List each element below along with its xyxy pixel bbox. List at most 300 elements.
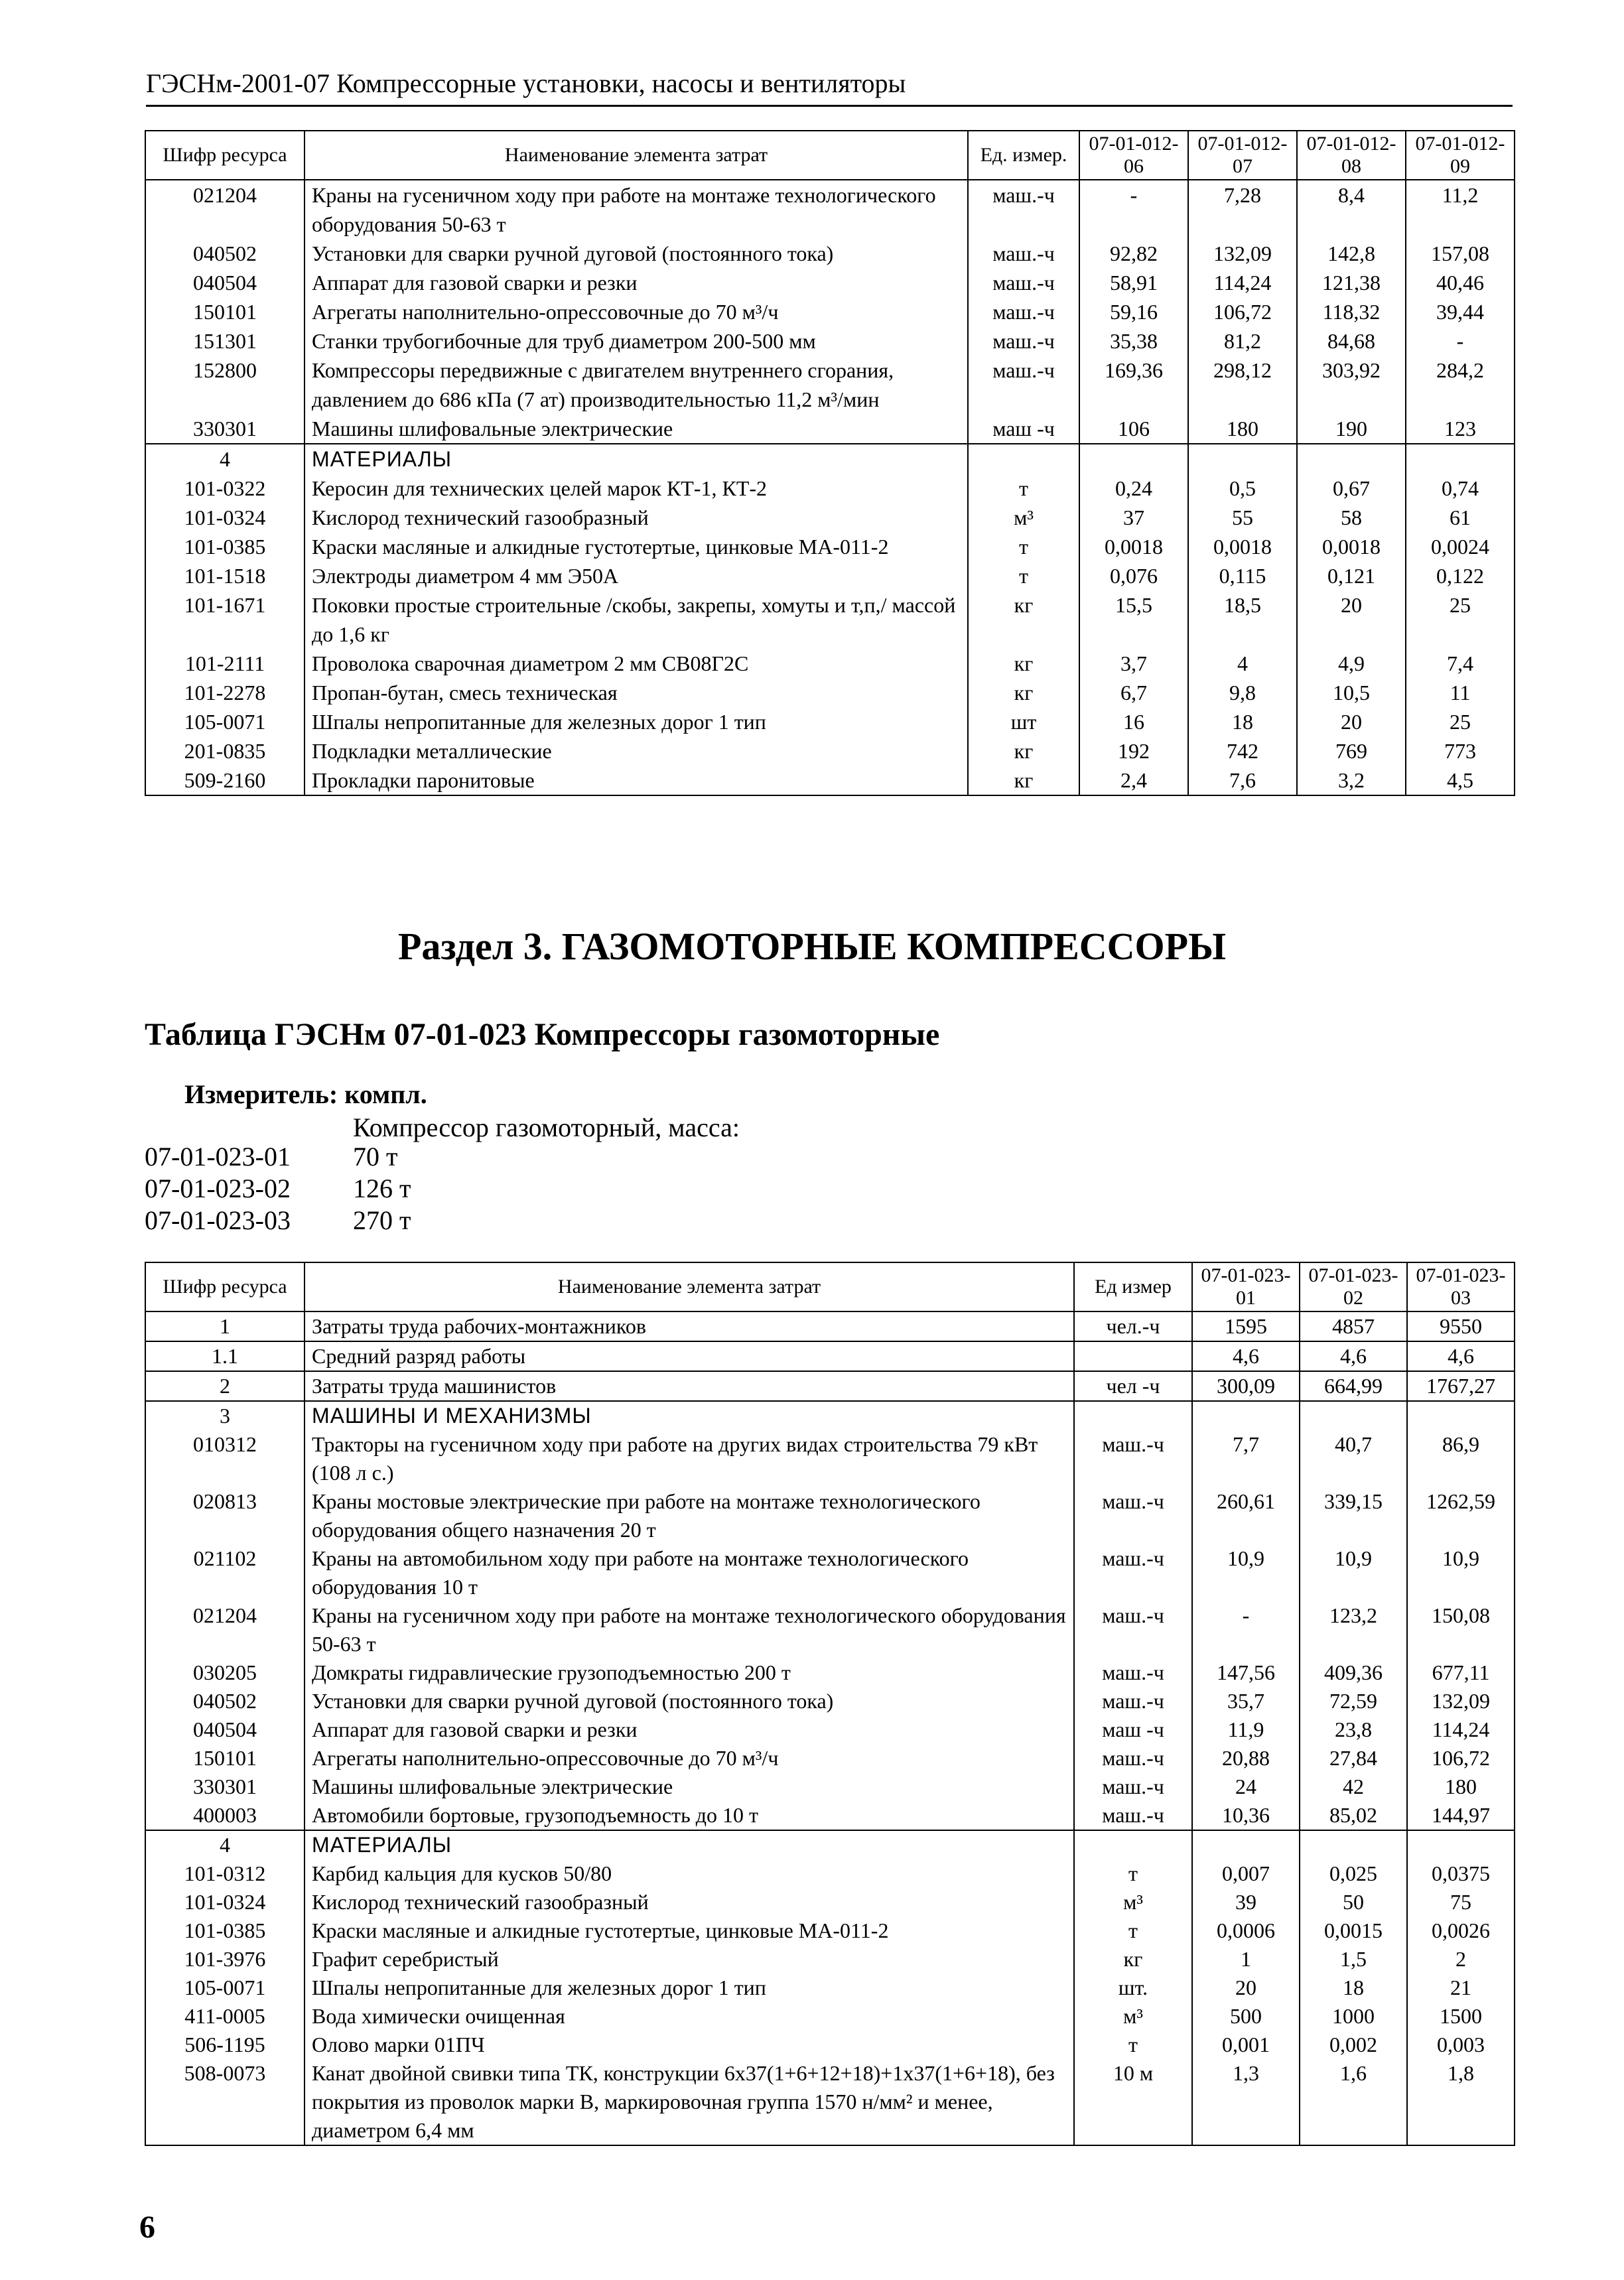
- value-col-2: 1000: [1300, 2002, 1407, 2031]
- resource-name: Краны на автомобильном ходу при работе на монтаже технологического оборудования 10 т: [304, 1544, 1074, 1601]
- resource-name: Аппарат для газовой сварки и резки: [304, 1715, 1074, 1744]
- table-row: [145, 326, 1515, 356]
- value-col-2: 4,6: [1300, 1341, 1407, 1371]
- value-col-3: 20: [1297, 707, 1406, 736]
- table-row: [145, 1430, 1515, 1487]
- value-col-3: 0,121: [1297, 561, 1406, 590]
- table-body: [145, 1311, 1515, 2145]
- page-number: 6: [139, 2210, 155, 2245]
- value-col-2: 0,5: [1188, 474, 1297, 503]
- value-col-4: 157,08: [1406, 239, 1515, 268]
- resource-unit: т: [1074, 1859, 1192, 1888]
- resource-name: Карбид кальция для кусков 50/80: [304, 1859, 1074, 1888]
- value-col-1: 10,36: [1192, 1801, 1300, 1830]
- variant-code: 07-01-023-01: [145, 1142, 291, 1172]
- variants-list: [145, 1141, 411, 1237]
- table-row: [145, 766, 1515, 795]
- resource-code: 101-0385: [145, 532, 304, 561]
- resource-code: 411-0005: [145, 2002, 304, 2031]
- resource-code: 040502: [145, 1687, 304, 1715]
- header-col-1: 07-01-023-01: [1192, 1262, 1300, 1311]
- value-col-2: 4: [1188, 649, 1297, 678]
- section-row: [145, 1830, 1515, 1859]
- value-col-2: 50: [1300, 1888, 1407, 1916]
- value-col-2: 7,28: [1188, 180, 1297, 239]
- table-row: [145, 1715, 1515, 1744]
- table-row: [145, 1916, 1515, 1945]
- resource-unit: кг: [968, 649, 1079, 678]
- value-col-2: 1,6: [1300, 2059, 1407, 2145]
- table-row: [145, 1658, 1515, 1687]
- resource-code: 400003: [145, 1801, 304, 1830]
- resource-unit: кг: [1074, 1945, 1192, 1974]
- table-row: [145, 1341, 1515, 1371]
- table-row: [145, 2059, 1515, 2145]
- resource-name: Агрегаты наполнительно-опрессовочные до 70 м³/ч: [304, 1744, 1074, 1773]
- resource-code: 101-1518: [145, 561, 304, 590]
- resource-name: Автомобили бортовые, грузоподъемность до 10 т: [304, 1801, 1074, 1830]
- resource-unit: чел.-ч: [1074, 1311, 1192, 1341]
- variant-item: [145, 1205, 411, 1237]
- resource-unit: м³: [1074, 1888, 1192, 1916]
- value-col-3: 0,0018: [1297, 532, 1406, 561]
- resource-unit: маш.-ч: [968, 297, 1079, 326]
- value-col-4: 0,0024: [1406, 532, 1515, 561]
- header-name: Наименование элемента затрат: [304, 1262, 1074, 1311]
- resource-code: 2: [145, 1371, 304, 1401]
- value-col-2: 664,99: [1300, 1371, 1407, 1401]
- value-col-2: 7,6: [1188, 766, 1297, 795]
- resource-name: Пропан-бутан, смесь техническая: [304, 678, 968, 707]
- value-col-2: 72,59: [1300, 1687, 1407, 1715]
- value-col-3: 21: [1407, 1974, 1515, 2002]
- resource-unit: м³: [968, 503, 1079, 532]
- header-col-4: 07-01-012-09: [1406, 131, 1515, 180]
- resource-name: Прокладки паронитовые: [304, 766, 968, 795]
- value-col-4: 61: [1406, 503, 1515, 532]
- value-col-2: 18: [1188, 707, 1297, 736]
- resource-unit: маш.-ч: [968, 356, 1079, 414]
- value-col-2: 55: [1188, 503, 1297, 532]
- value-col-4: 25: [1406, 707, 1515, 736]
- resource-code: 021204: [145, 1601, 304, 1658]
- value-col-1: 92,82: [1079, 239, 1188, 268]
- value-col-4: 11,2: [1406, 180, 1515, 239]
- value-col-2: 18: [1300, 1974, 1407, 2002]
- table-row: [145, 1487, 1515, 1544]
- value-col-1: 16: [1079, 707, 1188, 736]
- resource-name: Поковки простые строительные /скобы, закрепы, хомуты и т,п,/ массой до 1,6 кг: [304, 590, 968, 649]
- value-col-1: 15,5: [1079, 590, 1188, 649]
- resource-unit: кг: [968, 736, 1079, 766]
- resource-code: 040504: [145, 1715, 304, 1744]
- resource-code: 010312: [145, 1430, 304, 1487]
- value-col-1: 0,001: [1192, 2031, 1300, 2059]
- value-col-3: 106,72: [1407, 1744, 1515, 1773]
- resource-unit: маш.-ч: [1074, 1744, 1192, 1773]
- section-number: 4: [145, 1830, 304, 1859]
- value-col-1: -: [1079, 180, 1188, 239]
- table-row: [145, 414, 1515, 444]
- value-col-2: 132,09: [1188, 239, 1297, 268]
- value-col-1: 300,09: [1192, 1371, 1300, 1401]
- value-col-3: 142,8: [1297, 239, 1406, 268]
- table-row: [145, 474, 1515, 503]
- value-col-3: 0,67: [1297, 474, 1406, 503]
- header-col-2: 07-01-012-07: [1188, 131, 1297, 180]
- resource-unit: т: [968, 474, 1079, 503]
- value-col-3: 303,92: [1297, 356, 1406, 414]
- resource-code: 509-2160: [145, 766, 304, 795]
- value-col-4: 123: [1406, 414, 1515, 444]
- table-row: [145, 678, 1515, 707]
- table-row: [145, 590, 1515, 649]
- value-col-1: 500: [1192, 2002, 1300, 2031]
- value-col-1: 0,24: [1079, 474, 1188, 503]
- resource-name: Кислород технический газообразный: [304, 1888, 1074, 1916]
- resource-name: Керосин для технических целей марок КТ-1, КТ-2: [304, 474, 968, 503]
- value-col-4: 7,4: [1406, 649, 1515, 678]
- value-col-1: 0,0006: [1192, 1916, 1300, 1945]
- variant-code: 07-01-023-02: [145, 1174, 291, 1203]
- resource-code: 101-0312: [145, 1859, 304, 1888]
- empty-cell: [1406, 444, 1515, 474]
- table-row: [145, 532, 1515, 561]
- empty-cell: [1407, 1830, 1515, 1859]
- resource-code: 040504: [145, 268, 304, 297]
- resource-code: 021102: [145, 1544, 304, 1601]
- value-col-3: 180: [1407, 1773, 1515, 1801]
- section-heading: МАШИНЫ И МЕХАНИЗМЫ: [304, 1401, 1074, 1430]
- resource-code: 150101: [145, 1744, 304, 1773]
- value-col-1: 106: [1079, 414, 1188, 444]
- value-col-2: 0,0018: [1188, 532, 1297, 561]
- table-body: [145, 180, 1515, 795]
- value-col-2: 18,5: [1188, 590, 1297, 649]
- value-col-4: 39,44: [1406, 297, 1515, 326]
- table-row: [145, 1859, 1515, 1888]
- value-col-2: 27,84: [1300, 1744, 1407, 1773]
- value-col-1: 0,0018: [1079, 532, 1188, 561]
- value-col-3: 8,4: [1297, 180, 1406, 239]
- section-row: [145, 444, 1515, 474]
- resource-unit: маш.-ч: [1074, 1601, 1192, 1658]
- resource-table-023: [145, 1262, 1515, 2146]
- value-col-3: 84,68: [1297, 326, 1406, 356]
- table-row: [145, 1801, 1515, 1830]
- table-row: [145, 561, 1515, 590]
- value-col-1: 39: [1192, 1888, 1300, 1916]
- resource-name: Средний разряд работы: [304, 1341, 1074, 1371]
- value-col-4: 284,2: [1406, 356, 1515, 414]
- empty-cell: [1192, 1830, 1300, 1859]
- value-col-1: 35,7: [1192, 1687, 1300, 1715]
- table-header-row: [145, 131, 1515, 180]
- value-col-3: 20: [1297, 590, 1406, 649]
- value-col-1: 20,88: [1192, 1744, 1300, 1773]
- empty-cell: [1074, 1401, 1192, 1430]
- resource-name: Аппарат для газовой сварки и резки: [304, 268, 968, 297]
- value-col-3: 86,9: [1407, 1430, 1515, 1487]
- resource-code: 101-1671: [145, 590, 304, 649]
- value-col-3: 144,97: [1407, 1801, 1515, 1830]
- value-col-2: 0,0015: [1300, 1916, 1407, 1945]
- resource-code: 105-0071: [145, 707, 304, 736]
- value-col-3: 677,11: [1407, 1658, 1515, 1687]
- value-col-1: -: [1192, 1601, 1300, 1658]
- resource-unit: маш.-ч: [1074, 1544, 1192, 1601]
- value-col-2: 106,72: [1188, 297, 1297, 326]
- value-col-1: 4,6: [1192, 1341, 1300, 1371]
- resource-unit: т: [968, 532, 1079, 561]
- table-row: [145, 180, 1515, 239]
- variant-item: [145, 1141, 411, 1173]
- resource-unit: чел -ч: [1074, 1371, 1192, 1401]
- value-col-3: 118,32: [1297, 297, 1406, 326]
- header-unit: Ед. измер.: [968, 131, 1079, 180]
- resource-code: 330301: [145, 414, 304, 444]
- value-col-3: 10,9: [1407, 1544, 1515, 1601]
- resource-code: 101-0322: [145, 474, 304, 503]
- value-col-1: 24: [1192, 1773, 1300, 1801]
- value-col-4: 4,5: [1406, 766, 1515, 795]
- value-col-3: 769: [1297, 736, 1406, 766]
- value-col-3: 1500: [1407, 2002, 1515, 2031]
- resource-name: Краски масляные и алкидные густотертые, цинковые МА-011-2: [304, 1916, 1074, 1945]
- table-row: [145, 239, 1515, 268]
- resource-code: 1.1: [145, 1341, 304, 1371]
- table-row: [145, 297, 1515, 326]
- value-col-2: 42: [1300, 1773, 1407, 1801]
- value-col-1: 147,56: [1192, 1658, 1300, 1687]
- resource-unit: т: [968, 561, 1079, 590]
- resource-code: 101-0324: [145, 1888, 304, 1916]
- table-row: [145, 268, 1515, 297]
- value-col-2: 4857: [1300, 1311, 1407, 1341]
- table-row: [145, 1888, 1515, 1916]
- value-col-2: 9,8: [1188, 678, 1297, 707]
- resource-code: 101-2111: [145, 649, 304, 678]
- resource-unit: 10 м: [1074, 2059, 1192, 2145]
- resource-name: Машины шлифовальные электрические: [304, 1773, 1074, 1801]
- value-col-4: 40,46: [1406, 268, 1515, 297]
- value-col-3: 4,9: [1297, 649, 1406, 678]
- resource-unit: маш -ч: [968, 414, 1079, 444]
- resource-name: Шпалы непропитанные для железных дорог 1 тип: [304, 707, 968, 736]
- resource-name: Машины шлифовальные электрические: [304, 414, 968, 444]
- resource-name: Установки для сварки ручной дуговой (постоянного тока): [304, 239, 968, 268]
- value-col-1: 59,16: [1079, 297, 1188, 326]
- value-col-2: 81,2: [1188, 326, 1297, 356]
- resource-unit: кг: [968, 590, 1079, 649]
- table-row: [145, 1687, 1515, 1715]
- value-col-2: 114,24: [1188, 268, 1297, 297]
- resource-name: Тракторы на гусеничном ходу при работе на других видах строительства 79 кВт (108 л с.): [304, 1430, 1074, 1487]
- section-number: 3: [145, 1401, 304, 1430]
- variant-caption: Компрессор газомоторный, масса:: [353, 1112, 740, 1142]
- resource-unit: т: [1074, 1916, 1192, 1945]
- resource-name: Шпалы непропитанные для железных дорог 1 тип: [304, 1974, 1074, 2002]
- value-col-3: 150,08: [1407, 1601, 1515, 1658]
- value-col-4: 773: [1406, 736, 1515, 766]
- value-col-2: 298,12: [1188, 356, 1297, 414]
- value-col-1: 169,36: [1079, 356, 1188, 414]
- variant-code: 07-01-023-03: [145, 1205, 291, 1235]
- value-col-3: 75: [1407, 1888, 1515, 1916]
- measure-unit: Измеритель: компл.: [184, 1079, 427, 1109]
- section-heading: МАТЕРИАЛЫ: [304, 1830, 1074, 1859]
- resource-code: 020813: [145, 1487, 304, 1544]
- value-col-3: 1,8: [1407, 2059, 1515, 2145]
- resource-code: 101-0385: [145, 1916, 304, 1945]
- value-col-2: 180: [1188, 414, 1297, 444]
- value-col-3: 114,24: [1407, 1715, 1515, 1744]
- value-col-3: 3,2: [1297, 766, 1406, 795]
- resource-unit: маш.-ч: [1074, 1801, 1192, 1830]
- value-col-3: 58: [1297, 503, 1406, 532]
- resource-unit: маш.-ч: [1074, 1687, 1192, 1715]
- value-col-3: 190: [1297, 414, 1406, 444]
- resource-unit: [1074, 1341, 1192, 1371]
- section-title: Раздел 3. ГАЗОМОТОРНЫЕ КОМПРЕССОРЫ: [397, 925, 1227, 968]
- variant-mass: 270 т: [353, 1205, 411, 1235]
- resource-name: Краски масляные и алкидные густотертые, цинковые МА-011-2: [304, 532, 968, 561]
- value-col-1: 58,91: [1079, 268, 1188, 297]
- value-col-4: 25: [1406, 590, 1515, 649]
- resource-name: Компрессоры передвижные с двигателем внутреннего сгорания, давлением до 686 кПа (7 ат) производительностью 11,2 м³/мин: [304, 356, 968, 414]
- table-row: [145, 2002, 1515, 2031]
- resource-unit: маш.-ч: [968, 268, 1079, 297]
- value-col-3: 4,6: [1407, 1341, 1515, 1371]
- value-col-1: 37: [1079, 503, 1188, 532]
- empty-cell: [1188, 444, 1297, 474]
- resource-name: Краны мостовые электрические при работе на монтаже технологического оборудования общего назначения 20 т: [304, 1487, 1074, 1544]
- value-col-1: 1,3: [1192, 2059, 1300, 2145]
- resource-code: 508-0073: [145, 2059, 304, 2145]
- resource-name: Установки для сварки ручной дуговой (постоянного тока): [304, 1687, 1074, 1715]
- table-row: [145, 1371, 1515, 1401]
- resource-code: 021204: [145, 180, 304, 239]
- resource-unit: маш.-ч: [1074, 1658, 1192, 1687]
- header-col-2: 07-01-023-02: [1300, 1262, 1407, 1311]
- value-col-1: 11,9: [1192, 1715, 1300, 1744]
- table-row: [145, 649, 1515, 678]
- value-col-2: 1,5: [1300, 1945, 1407, 1974]
- value-col-3: 0,003: [1407, 2031, 1515, 2059]
- value-col-3: 121,38: [1297, 268, 1406, 297]
- value-col-2: 0,025: [1300, 1859, 1407, 1888]
- resource-unit: шт: [968, 707, 1079, 736]
- resource-code: 040502: [145, 239, 304, 268]
- resource-name: Проволока сварочная диаметром 2 мм СВ08Г2С: [304, 649, 968, 678]
- value-col-2: 339,15: [1300, 1487, 1407, 1544]
- empty-cell: [1300, 1401, 1407, 1430]
- section-heading: МАТЕРИАЛЫ: [304, 444, 968, 474]
- empty-cell: [1192, 1401, 1300, 1430]
- table-row: [145, 1544, 1515, 1601]
- resource-name: Вода химически очищенная: [304, 2002, 1074, 2031]
- resource-code: 152800: [145, 356, 304, 414]
- value-col-1: 35,38: [1079, 326, 1188, 356]
- resource-name: Станки трубогибочные для труб диаметром 200-500 мм: [304, 326, 968, 356]
- resource-code: 330301: [145, 1773, 304, 1801]
- resource-unit: шт.: [1074, 1974, 1192, 2002]
- value-col-3: 0,0375: [1407, 1859, 1515, 1888]
- value-col-3: 10,5: [1297, 678, 1406, 707]
- running-header: ГЭСНм-2001-07 Компрессорные установки, насосы и вентиляторы: [146, 66, 1513, 107]
- resource-code: 101-2278: [145, 678, 304, 707]
- header-name: Наименование элемента затрат: [304, 131, 968, 180]
- header-col-3: 07-01-012-08: [1297, 131, 1406, 180]
- resource-name: Агрегаты наполнительно-опрессовочные до 70 м³/ч: [304, 297, 968, 326]
- resource-unit: кг: [968, 766, 1079, 795]
- header-code: Шифр ресурса: [145, 1262, 304, 1311]
- value-col-1: 192: [1079, 736, 1188, 766]
- empty-cell: [1297, 444, 1406, 474]
- value-col-1: 6,7: [1079, 678, 1188, 707]
- resource-unit: маш.-ч: [1074, 1487, 1192, 1544]
- empty-cell: [1074, 1830, 1192, 1859]
- header-col-3: 07-01-023-03: [1407, 1262, 1515, 1311]
- resource-unit: маш.-ч: [968, 180, 1079, 239]
- value-col-2: 409,36: [1300, 1658, 1407, 1687]
- resource-name: Затраты труда машинистов: [304, 1371, 1074, 1401]
- resource-code: 1: [145, 1311, 304, 1341]
- value-col-1: 10,9: [1192, 1544, 1300, 1601]
- resource-code: 105-0071: [145, 1974, 304, 2002]
- value-col-1: 1: [1192, 1945, 1300, 1974]
- resource-unit: маш.-ч: [1074, 1430, 1192, 1487]
- resource-code: 506-1195: [145, 2031, 304, 2059]
- resource-code: 201-0835: [145, 736, 304, 766]
- value-col-4: -: [1406, 326, 1515, 356]
- table-row: [145, 2031, 1515, 2059]
- table-row: [145, 736, 1515, 766]
- resource-name: Затраты труда рабочих-монтажников: [304, 1311, 1074, 1341]
- resource-unit: маш.-ч: [968, 326, 1079, 356]
- resource-unit: маш.-ч: [1074, 1773, 1192, 1801]
- value-col-1: 260,61: [1192, 1487, 1300, 1544]
- variant-mass: 126 т: [353, 1174, 411, 1203]
- table-title: Таблица ГЭСНм 07-01-023 Компрессоры газомоторные: [145, 1017, 940, 1052]
- table-row: [145, 503, 1515, 532]
- resource-name: Графит серебристый: [304, 1945, 1074, 1974]
- header-code: Шифр ресурса: [145, 131, 304, 180]
- variant-item: [145, 1173, 411, 1205]
- resource-unit: кг: [968, 678, 1079, 707]
- variant-mass: 70 т: [353, 1142, 398, 1172]
- table-row: [145, 1601, 1515, 1658]
- resource-code: 030205: [145, 1658, 304, 1687]
- table-header-row: [145, 1262, 1515, 1311]
- resource-name: Олово марки 01ПЧ: [304, 2031, 1074, 2059]
- resource-name: Электроды диаметром 4 мм Э50А: [304, 561, 968, 590]
- value-col-2: 123,2: [1300, 1601, 1407, 1658]
- value-col-4: 0,122: [1406, 561, 1515, 590]
- value-col-3: 0,0026: [1407, 1916, 1515, 1945]
- resource-unit: т: [1074, 2031, 1192, 2059]
- value-col-2: 10,9: [1300, 1544, 1407, 1601]
- value-col-1: 3,7: [1079, 649, 1188, 678]
- empty-cell: [1407, 1401, 1515, 1430]
- value-col-2: 742: [1188, 736, 1297, 766]
- resource-name: Домкраты гидравлические грузоподъемностью 200 т: [304, 1658, 1074, 1687]
- resource-unit: м³: [1074, 2002, 1192, 2031]
- value-col-2: 40,7: [1300, 1430, 1407, 1487]
- value-col-3: 1767,27: [1407, 1371, 1515, 1401]
- resource-name: Канат двойной свивки типа ТК, конструкции 6х37(1+6+12+18)+1х37(1+6+18), без покрытия из проволок марки В, маркировочная группа 1570 н/мм² и менее, диаметром 6,4 мм: [304, 2059, 1074, 2145]
- resource-name: Подкладки металлические: [304, 736, 968, 766]
